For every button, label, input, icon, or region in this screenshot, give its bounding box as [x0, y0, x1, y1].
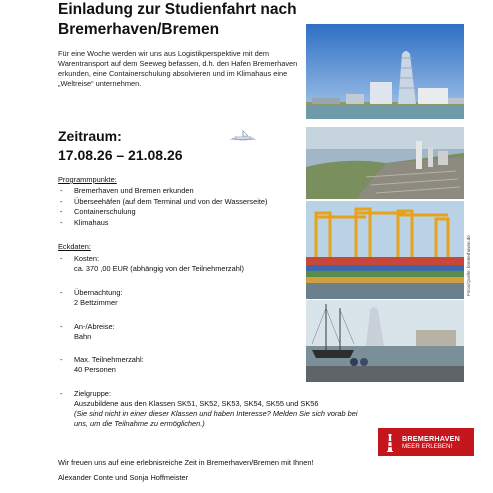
costs-label: Kosten: — [74, 254, 100, 263]
target-group-label: Zielgruppe: — [74, 389, 111, 398]
program-heading: Programmpunkte: — [58, 175, 117, 184]
photo-credit: Fotos/Quelle: bremerhaven.de — [466, 235, 471, 296]
logo-line-1: BREMERHAVEN — [402, 433, 460, 443]
photo-terminal — [306, 201, 464, 299]
title-line-2: Bremerhaven/Bremen — [58, 21, 220, 38]
stay-value: 2 Bettzimmer — [74, 298, 118, 307]
key-data-heading: Eckdaten: — [58, 242, 91, 251]
period-label: Zeitraum: — [58, 128, 122, 144]
target-group-note: (Sie sind nicht in einer dieser Klassen und haben Interesse? Melden Sie sich vorab bei uns, um die Teilnahme zu ermöglichen.) — [74, 409, 358, 428]
photo-aerial — [306, 127, 464, 199]
lighthouse-icon — [384, 432, 396, 452]
photo-harbor — [306, 300, 464, 382]
travel-value: Bahn — [74, 332, 92, 341]
photo-skyline — [306, 24, 464, 119]
closing-text: Wir freuen uns auf eine erlebnisreiche Zeit in Bremerhaven/Bremen mit Ihnen! — [58, 458, 314, 467]
period-dates: 17.08.26 – 21.08.26 — [58, 147, 183, 163]
max-participants-label: Max. Teilnehmerzahl: — [74, 355, 144, 364]
dash: - — [60, 355, 63, 364]
list-item: - Bremerhaven und Bremen erkunden — [58, 186, 308, 197]
list-item: - Containerschulung — [58, 207, 308, 218]
travel-label: An-/Abreise: — [74, 322, 115, 331]
page-title — [58, 0, 304, 40]
ship-ornament-icon — [230, 128, 256, 142]
program-list — [58, 186, 308, 228]
title-line-1: Einladung zur Studienfahrt nach — [58, 1, 297, 18]
target-group-block — [58, 389, 358, 429]
dash: - — [60, 254, 63, 263]
dash: - — [60, 322, 63, 331]
list-item: - Überseehäfen (auf dem Terminal und von der Wasserseite) — [58, 197, 308, 208]
dash: - — [60, 389, 63, 398]
dash: - — [60, 288, 63, 297]
costs-value: ca. 370 ,00 EUR (abhängig von der Teilnehmerzahl) — [74, 264, 244, 273]
max-participants-value: 40 Personen — [74, 365, 116, 374]
bremerhaven-logo — [378, 428, 474, 456]
list-item: - Klimahaus — [58, 218, 308, 229]
logo-line-2: MEER ERLEBEN! — [402, 442, 453, 450]
target-group-value: Auszubildene aus den Klassen SK51, SK52, SK53, SK54, SK55 und SK56 — [74, 399, 319, 408]
stay-label: Übernachtung: — [74, 288, 123, 297]
intro-paragraph: Für eine Woche werden wir uns aus Logistikperspektive mit dem Warentransport auf dem Seeweg befassen, d.h. den Hafen Bremerhaven erkunden, eine Containerschulung absolvieren und im Klimahaus eine „Weltreise“ unternehmen. — [58, 49, 298, 88]
signature: Alexander Conte und Sonja Hoffmeister — [58, 473, 189, 482]
